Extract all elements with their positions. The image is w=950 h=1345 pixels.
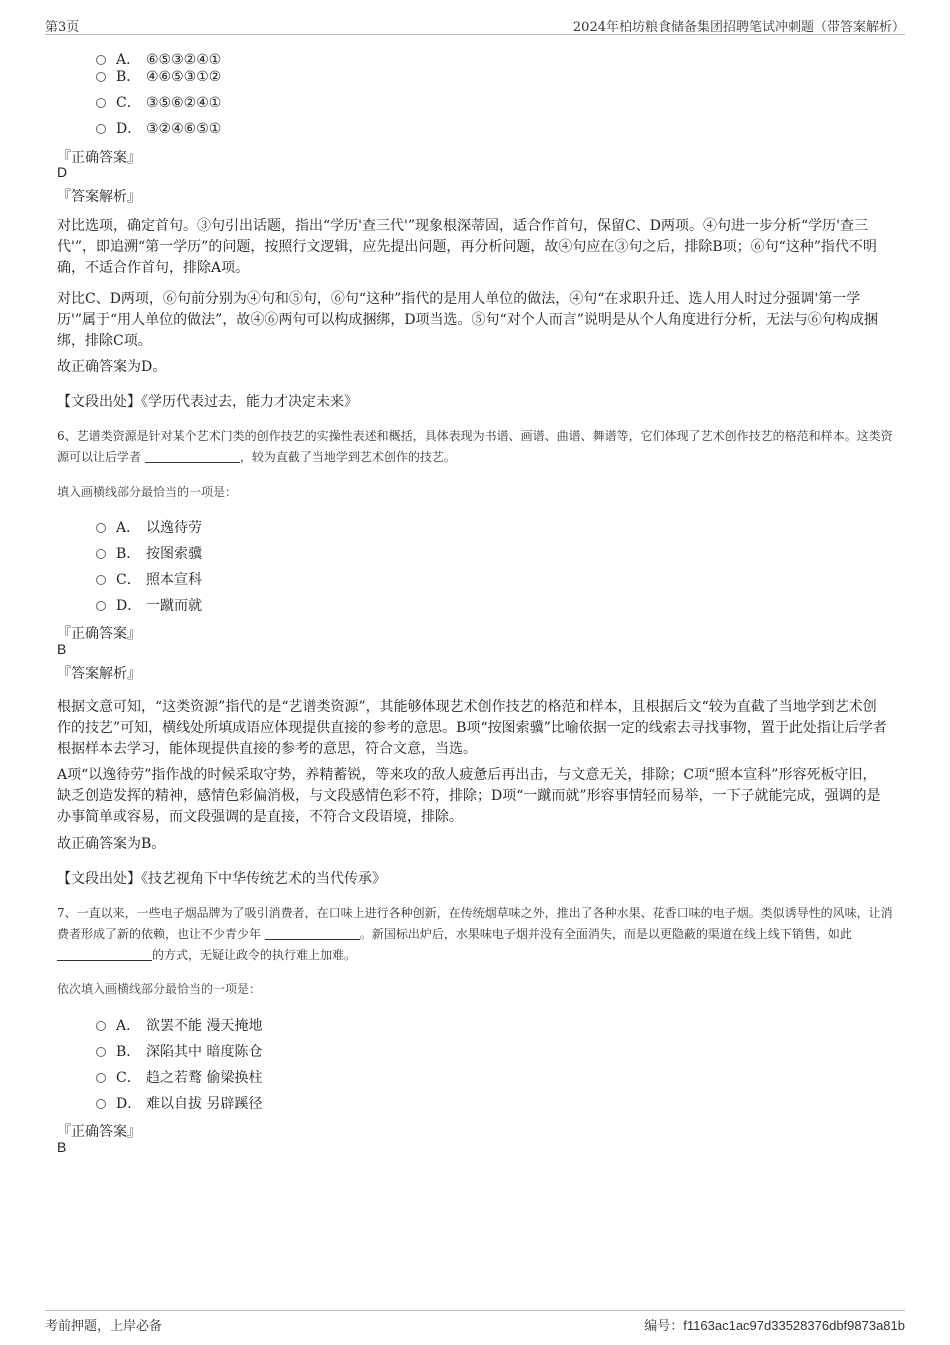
- radio-icon[interactable]: [96, 549, 106, 559]
- q5-analysis-paragraph-3: 故正确答案为D。: [57, 359, 167, 375]
- page-footer: [45, 1310, 905, 1333]
- page-number: 第3页: [45, 20, 80, 35]
- radio-icon[interactable]: [96, 124, 106, 134]
- q5-source: 【文段出处】《学历代表过去，能力才决定未来》: [57, 394, 358, 410]
- radio-icon[interactable]: [96, 601, 106, 611]
- radio-icon[interactable]: [96, 575, 106, 585]
- radio-icon[interactable]: [96, 72, 106, 82]
- q5-answer-label: 『正确答案』: [57, 150, 141, 166]
- radio-icon[interactable]: [96, 1047, 106, 1057]
- q6-option-a[interactable]: A． 以逸待劳: [96, 517, 202, 537]
- q5-option-a[interactable]: A． ⑥⑤③②④①: [96, 49, 221, 69]
- radio-icon[interactable]: [96, 98, 106, 108]
- q5-analysis-paragraph-1: 对比选项，确定首句。③句引出话题，指出“学历'查三代'”现象根深蒂固，适合作首句，保留C、D两项。④句进一步分析“学历'查三代'”，即追溯“第一学历”的问题，按照行文逻辑，应先提出问题，再分析问题，故④句应在③句之后，排除B项；⑥句“这种”指代不明确，不适合作首句，排除A项。: [57, 218, 877, 276]
- document-title: 2024年柏坊粮食储备集团招聘笔试冲刺题（带答案解析）: [572, 20, 905, 35]
- q7-option-b[interactable]: B． 深陷其中 暗度陈仓: [96, 1041, 262, 1061]
- q7-option-a[interactable]: A． 欲罢不能 漫天掩地: [96, 1015, 262, 1035]
- q6-question: 6、艺谱类资源是针对某个艺术门类的创作技艺的实操性表述和概括，具体表现为书谱、画谱、曲谱、舞谱等，它们体现了艺术创作技艺的格范和样本。这类资源可以让后学者 ，较为直截了当地学到艺术创作的技艺。: [57, 429, 893, 464]
- page-header: [45, 14, 905, 35]
- q6-option-c[interactable]: C． 照本宣科: [96, 569, 202, 589]
- q5-answer: D: [57, 164, 68, 180]
- q5-option-d[interactable]: D． ③②④⑥⑤①: [96, 118, 221, 138]
- q6-analysis-paragraph-2: A项“以逸待劳”指作战的时候采取守势，养精蓄锐，等来攻的敌人疲惫后再出击，与文意无关，排除；C项“照本宣科”形容死板守旧，缺乏创造发挥的精神，感情色彩偏消极，与文段感情色彩不符，排除；D项“一蹴而就”形容事情轻而易举，一下子就能完成，强调的是办事简单或容易，而文段强调的是直接，不符合文段语境，排除。: [57, 767, 881, 825]
- document-code: 编号：f1163ac1ac97d33528376dbf9873a81b: [644, 1318, 905, 1334]
- q6-prompt: 填入画横线部分最恰当的一项是：: [57, 485, 238, 499]
- q6-option-b[interactable]: B． 按图索骥: [96, 543, 202, 563]
- q5-analysis-label: 『答案解析』: [57, 189, 141, 205]
- q7-answer-label: 『正确答案』: [57, 1124, 141, 1140]
- answer-blank: [57, 948, 152, 961]
- q6-answer: B: [57, 641, 67, 657]
- q6-analysis-paragraph-3: 故正确答案为B。: [57, 836, 166, 852]
- q5-analysis-paragraph-2: 对比C、D两项，⑥句前分别为④句和⑤句，⑥句“这种”指代的是用人单位的做法，④句“在求职升迁、选人用人时过分强调'第一学历'”属于“用人单位的做法”，故④⑥两句可以构成捆绑，D项当选。⑤句“对个人而言”说明是从个人角度进行分析，无法与⑥句构成捆绑，排除C项。: [57, 291, 878, 349]
- q7-answer: B: [57, 1139, 67, 1155]
- footer-slogan: 考前押题，上岸必备: [45, 1319, 163, 1334]
- answer-blank: [265, 927, 360, 940]
- radio-icon[interactable]: [96, 1021, 106, 1031]
- q6-option-d[interactable]: D． 一蹴而就: [96, 595, 202, 615]
- q7-option-c[interactable]: C． 趋之若鹜 偷梁换柱: [96, 1067, 262, 1087]
- radio-icon[interactable]: [96, 1073, 106, 1083]
- q7-option-d[interactable]: D． 难以自拔 另辟蹊径: [96, 1093, 262, 1113]
- radio-icon[interactable]: [96, 1099, 106, 1109]
- q6-analysis-label: 『答案解析』: [57, 666, 141, 682]
- q6-source: 【文段出处】《技艺视角下中华传统艺术的当代传承》: [57, 871, 386, 887]
- q5-option-c[interactable]: C． ③⑤⑥②④①: [96, 92, 221, 112]
- radio-icon[interactable]: [96, 523, 106, 533]
- q6-answer-label: 『正确答案』: [57, 626, 141, 642]
- q7-question: 7、一直以来，一些电子烟品牌为了吸引消费者，在口味上进行各种创新，在传统烟草味之外，推出了各种水果、花香口味的电子烟。类似诱导性的风味，让消费者形成了新的依赖，也让不少青少年 。新国标出炉后，水果味电子烟并没有全面消失，而是以更隐蔽的渠道在线上线下销售，如此 的方式，无疑让政令的执行难上加难。: [57, 906, 893, 962]
- q5-option-b[interactable]: B． ④⑥⑤③①②: [96, 66, 221, 86]
- radio-icon[interactable]: [96, 55, 106, 65]
- q6-analysis-paragraph-1: 根据文意可知，“这类资源”指代的是“艺谱类资源”，其能够体现艺术创作技艺的格范和样本，且根据后文“较为直截了当地学到艺术创作的技艺”可知，横线处所填成语应体现提供直接的参考的意思。B项“按图索骥”比喻依据一定的线索去寻找事物，置于此处指让后学者根据样本去学习，能体现提供直接的参考的意思，符合文意，当选。: [57, 699, 887, 757]
- q7-prompt: 依次填入画横线部分最恰当的一项是：: [57, 982, 262, 996]
- answer-blank: [145, 450, 240, 463]
